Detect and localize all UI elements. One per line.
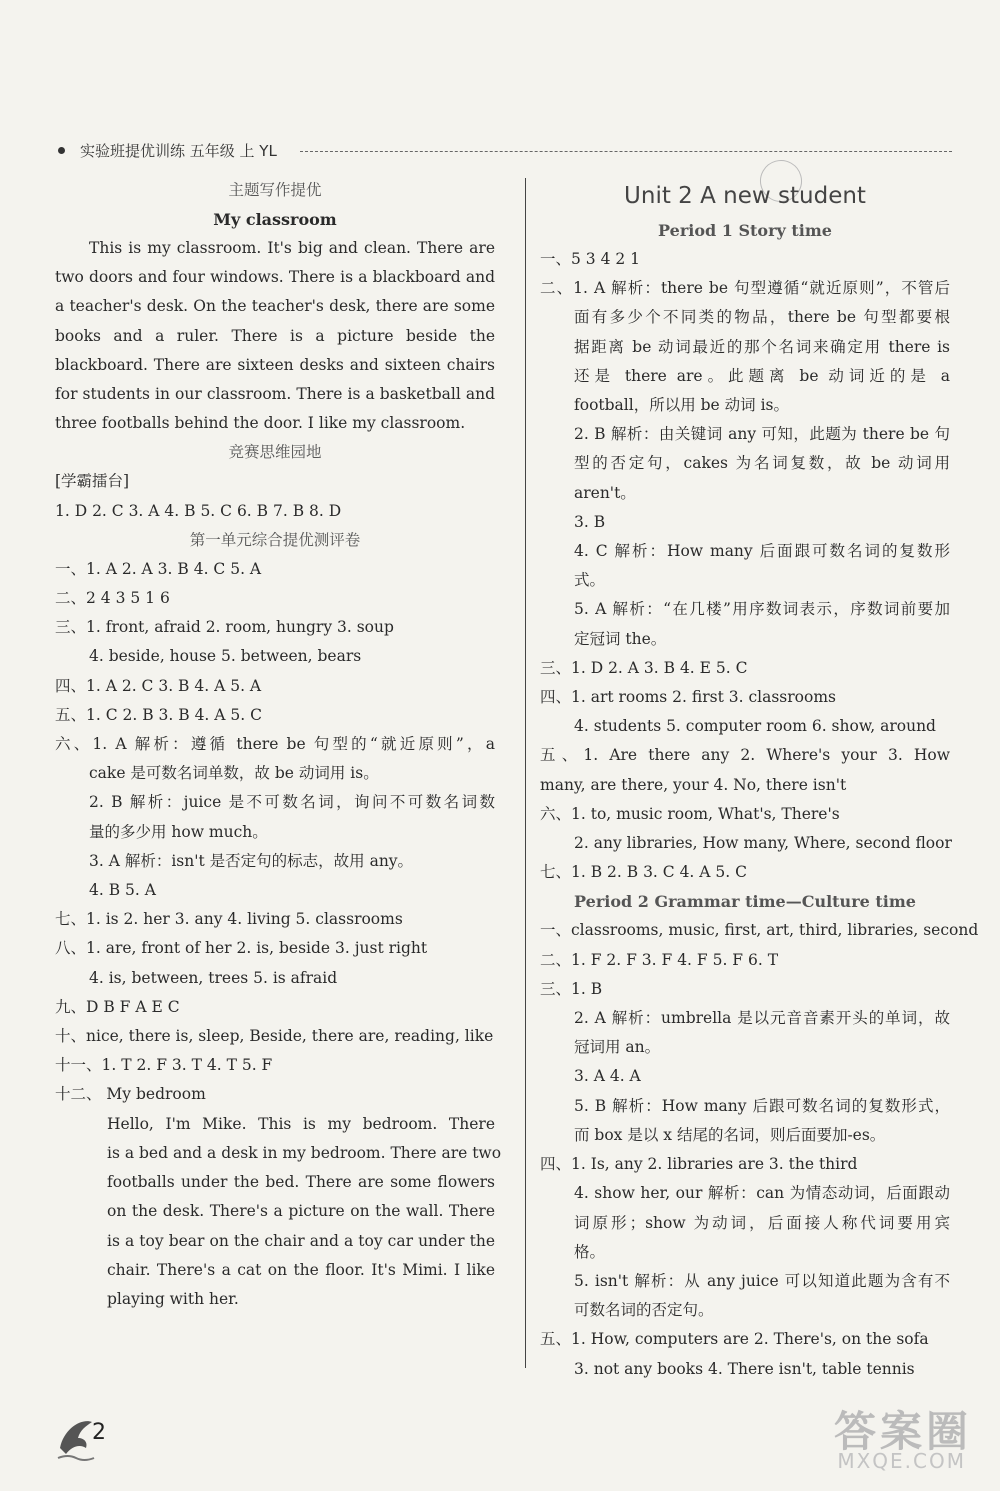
right.lines1-line: 四、1. art rooms 2. first 3. classrooms bbox=[540, 688, 836, 707]
right.lines2-line: 三、1. B bbox=[540, 979, 603, 998]
left.lines-line: 4. beside, house 5. between, bears bbox=[89, 647, 362, 666]
right.lines2-line: 4. show her, our 解析：can 为情态动词，后面跟动 bbox=[574, 1184, 950, 1203]
right.lines1-line: 型的否定句，cakes 为名词复数，故 be 动词用 bbox=[574, 454, 950, 473]
left.lines-line: 九、D B F A E C bbox=[55, 997, 180, 1016]
watermark bbox=[792, 1399, 972, 1479]
right.lines1-line: 2. any libraries, How many, Where, second floor bbox=[574, 834, 952, 853]
left.lines-line: 七、1. is 2. her 3. any 4. living 5. classrooms bbox=[55, 910, 403, 929]
right.lines1-line: 式。 bbox=[574, 571, 606, 590]
right.lines1-line: 七、1. B 2. B 3. C 4. A 5. C bbox=[540, 863, 747, 882]
left.lines-line: 3. A 解析：isn't 是否定句的标志，故用 any。 bbox=[89, 851, 414, 870]
right.lines2-line: 四、1. Is, any 2. libraries are 3. the third bbox=[540, 1155, 858, 1174]
left.lines-line: 4. B 5. A bbox=[89, 881, 156, 900]
right.lines2-line: 5. B 解析：How many 后跟可数名词的复数形式， bbox=[574, 1096, 950, 1115]
right.lines1-line: 3. B bbox=[574, 512, 606, 531]
left.lines-line: two doors and four windows. There is a blackboard and bbox=[55, 268, 495, 287]
watermark-sub: MXQE.COM bbox=[837, 1449, 966, 1473]
left.lines-line: blackboard. There are sixteen desks and sixteen chairs bbox=[55, 355, 495, 374]
header-text: 实验班提优训练 五年级 上 YL bbox=[80, 142, 277, 160]
left.lines-line: is a toy bear on the chair and a toy car under the bbox=[107, 1231, 495, 1250]
right.lines1-line: 一、5 3 4 2 1 bbox=[540, 250, 641, 268]
left.lines-line: 1. D 2. C 3. A 4. B 5. C 6. B 7. B 8. D bbox=[55, 501, 342, 520]
left.lines-line: 量的多少用 how much。 bbox=[89, 822, 268, 841]
left.lines-line: 三、1. front, afraid 2. room, hungry 3. soup bbox=[55, 618, 394, 637]
left.lines-line: 四、1. A 2. C 3. B 4. A 5. A bbox=[55, 676, 262, 695]
left.lines-line: 五、1. C 2. B 3. B 4. A 5. C bbox=[55, 705, 262, 724]
right.lines2-line: 2. A 解析：umbrella 是以元音音素开头的单词，故 bbox=[574, 1009, 950, 1028]
left.lines-line: on the desk. There's a picture on the wall. There bbox=[107, 1202, 495, 1221]
left.lines-line: 八、1. are, front of her 2. is, beside 3. just right bbox=[55, 939, 428, 958]
left.lines-line: 十二、 My bedroom bbox=[55, 1085, 206, 1104]
left-column bbox=[55, 176, 502, 1314]
right.lines2-line: 3. not any books 4. There isn't, table tennis bbox=[574, 1359, 915, 1378]
left.lines-line: chair. There's a cat on the floor. It's Mimi. I like bbox=[107, 1260, 495, 1279]
right.lines2-line: 词原形；show 为动词，后面接人称代词要用宾 bbox=[574, 1213, 950, 1232]
right.lines1-line: 面有多少个不同类的物品，there be 句型都要根 bbox=[574, 308, 950, 327]
left.lines-line: [学霸擂台] bbox=[55, 472, 130, 491]
left.lines-line: This is my classroom. It's big and clean. There are bbox=[89, 239, 495, 257]
left.lines-line: 十、nice, there is, sleep, Beside, there are, reading, like bbox=[55, 1027, 494, 1046]
dolphin-icon bbox=[56, 1408, 96, 1464]
right.lines1-line: 4. C 解析：How many 后面跟可数名词的复数形 bbox=[574, 542, 950, 561]
left.lines-line: 主题写作提优 bbox=[228, 181, 322, 199]
right.lines1-line: 五、1. Are there any 2. Where's your 3. How bbox=[540, 746, 950, 765]
right.lines2-line: 而 box 是以 x 结尾的名词，则后面要加-es。 bbox=[574, 1125, 886, 1144]
right.lines2-line: 一、classrooms, music, first, art, third, libraries, second bbox=[540, 921, 979, 940]
watermark-main: 答案圈 bbox=[833, 1407, 972, 1456]
right.lines1-line: 4. students 5. computer room 6. show, around bbox=[574, 717, 936, 736]
page-number-badge bbox=[56, 1408, 116, 1468]
running-header bbox=[52, 140, 952, 162]
page-number: 2 bbox=[92, 1420, 106, 1445]
left.lines-line: footballs under the bed. There are some flowers bbox=[107, 1173, 495, 1192]
left.lines-line: 一、1. A 2. A 3. B 4. C 5. A bbox=[55, 559, 262, 578]
right-column bbox=[540, 176, 979, 1384]
left.lines-line: 竞赛思维园地 bbox=[228, 443, 322, 462]
left.lines-line: books and a ruler. There is a picture beside the bbox=[55, 326, 495, 345]
right.lines1-line: 5. A 解析：“在几楼”用序数词表示，序数词前要加 bbox=[574, 600, 950, 619]
right.lines2-line: 二、1. F 2. F 3. F 4. F 5. F 6. T bbox=[540, 950, 779, 969]
left.lines-line: Hello, I'm Mike. This is my bedroom. There bbox=[107, 1114, 495, 1133]
left.lines-line: for students in our classroom. There is a basketball and bbox=[55, 385, 495, 404]
unit-title: Unit 2 A new student bbox=[624, 183, 866, 209]
right.lines2-line: 格。 bbox=[574, 1242, 606, 1261]
right.lines2-line: 5. isn't 解析：从 any juice 可以知道此题为含有不 bbox=[574, 1271, 950, 1290]
header-rule bbox=[300, 151, 952, 152]
left.lines-line: 第一单元综合提优测评卷 bbox=[189, 530, 361, 549]
left.lines-line: My classroom bbox=[213, 210, 337, 229]
right.lines2-line: 3. A 4. A bbox=[574, 1067, 641, 1086]
left.lines-line: cake 是可数名词单数，故 be 动词用 is。 bbox=[89, 764, 379, 783]
left.lines-line: 4. is, between, trees 5. is afraid bbox=[89, 968, 338, 987]
left.lines-line: three footballs behind the door. I like my classroom. bbox=[55, 414, 466, 433]
column-divider bbox=[525, 178, 526, 1368]
period-2-title: Period 2 Grammar time—Culture time bbox=[574, 892, 916, 912]
right.lines1-line: aren't。 bbox=[574, 483, 636, 502]
period-2-answers bbox=[540, 916, 979, 1383]
period-1-answers bbox=[540, 245, 950, 887]
right.lines1-line: 还是 there are。此题离 be 动词近的是 a bbox=[574, 366, 950, 385]
right.lines2-line: 冠词用 an。 bbox=[574, 1038, 661, 1057]
right.lines1-line: 二、1. A 解析：there be 句型遵循“就近原则”，不管后 bbox=[540, 279, 950, 298]
right.lines2-line: 五、1. How, computers are 2. There's, on the sofa bbox=[540, 1330, 929, 1349]
right.lines1-line: 定冠词 the。 bbox=[574, 629, 667, 648]
right.lines2-line: 可数名词的否定句。 bbox=[574, 1301, 714, 1320]
left.lines-line: 十一、1. T 2. F 3. T 4. T 5. F bbox=[55, 1056, 273, 1075]
left.lines-line: a teacher's desk. On the teacher's desk, there are some bbox=[55, 297, 495, 316]
bullet-icon bbox=[58, 147, 65, 154]
left.lines-line: 二、2 4 3 5 1 6 bbox=[55, 589, 170, 608]
left.lines-line: is a bed and a desk in my bedroom. There are two bbox=[107, 1143, 502, 1162]
period-1-title: Period 1 Story time bbox=[658, 221, 832, 240]
left.lines-line: playing with her. bbox=[107, 1289, 239, 1308]
right.lines1-line: football，所以用 be 动词 is。 bbox=[574, 396, 789, 415]
right.lines1-line: 据距离 be 动词最近的那个名词来确定用 there is bbox=[574, 337, 950, 356]
right.lines1-line: many, are there, your 4. No, there isn't bbox=[540, 775, 847, 794]
right.lines1-line: 三、1. D 2. A 3. B 4. E 5. C bbox=[540, 658, 748, 677]
right.lines1-line: 2. B 解析：由关键词 any 可知，此题为 there be 句 bbox=[574, 425, 950, 444]
right.lines1-line: 六、1. to, music room, What's, There's bbox=[540, 804, 840, 823]
left.lines-line: 2. B 解析：juice 是不可数名词，询问不可数名词数 bbox=[89, 793, 495, 812]
left.lines-line: 六、1. A 解析：遵循 there be 句型的“就近原则”，a bbox=[55, 735, 495, 754]
